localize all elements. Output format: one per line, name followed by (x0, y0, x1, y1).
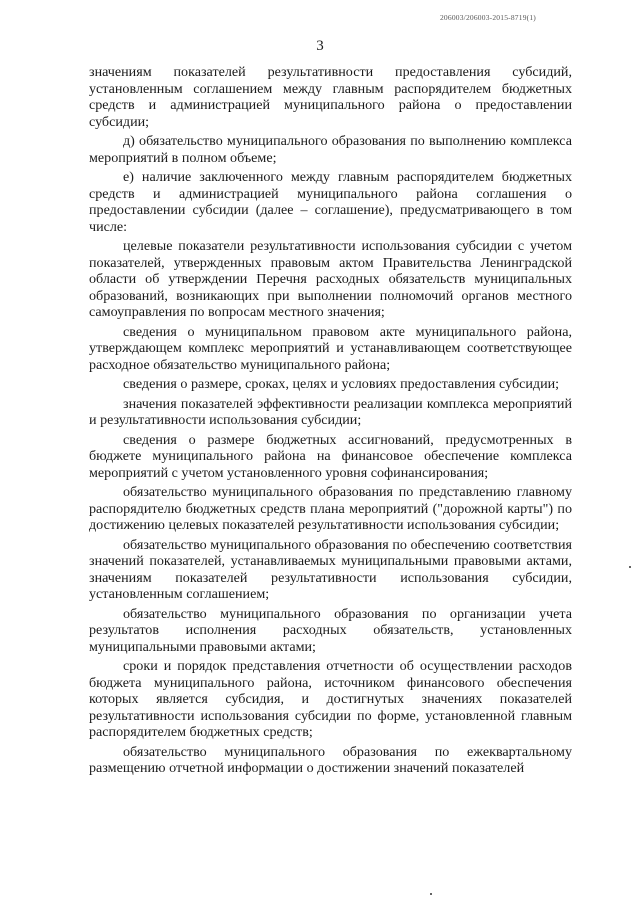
paragraph: сведения о размере бюджетных ассигнований, предусмотренных в бюджете муниципального района на финансовое обеспечение комплекса мероприятий с учетом установленного уровня софинансирования; (89, 431, 572, 481)
document-id: 206003/206003-2015-8719(1) (439, 13, 536, 22)
paragraph: обязательство муниципального образования по организации учета результатов исполнения расходных обязательств, установленных муниципальными правовыми актами; (89, 605, 572, 655)
paragraph: сроки и порядок представления отчетности об осуществлении расходов бюджета муниципального района, источником финансового обеспечения которых является субсидия, и достигнутых значениях показателей результативности использования субсидии по форме, установленной главным распорядителем бюджетных средств; (89, 658, 572, 740)
paragraph: сведения о муниципальном правовом акте муниципального района, утверждающем комплекс мероприятий и устанавливающем соответствующее расходное обязательство муниципального района; (89, 323, 572, 373)
page-number: 3 (316, 38, 324, 54)
paragraph: д) обязательство муниципального образования по выполнению комплекса мероприятий в полном объеме; (89, 133, 572, 166)
paragraph: значениям показателей результативности предоставления субсидий, установленным соглашением между главным распорядителем бюджетных средств и администрацией муниципального района о предоставлении субсидии; (89, 64, 572, 130)
paragraph: обязательство муниципального образования по обеспечению соответствия значений показателей, устанавливаемых муниципальными правовыми актами, значениям показателей результативности использования субсидии, установленным соглашением; (89, 536, 572, 602)
paragraph: е) наличие заключенного между главным распорядителем бюджетных средств и администрацией муниципального района соглашения о предоставлении субсидии (далее – соглашение), предусматривающего в том числе: (89, 169, 572, 235)
document-body (89, 64, 572, 777)
paragraph: обязательство муниципального образования по представлению главному распорядителю бюджетных средств плана мероприятий ("дорожной карты") по достижению целевых показателей результативности использования субсидии; (89, 484, 572, 533)
scan-speck (430, 893, 432, 895)
paragraph: обязательство муниципального образования по ежеквартальному размещению отчетной информации о достижении значений показателей (89, 743, 572, 776)
paragraph: значения показателей эффективности реализации комплекса мероприятий и результативности использования субсидии; (89, 395, 572, 428)
paragraph: целевые показатели результативности использования субсидии с учетом показателей, утвержденных правовым актом Правительства Ленинградской области об утверждении Перечня расходных обязательств муниципальных образований, возникающих при выполнении полномочий органов местного самоуправления по вопросам местного значения; (89, 238, 572, 320)
paragraph: сведения о размере, сроках, целях и условиях предоставления субсидии; (123, 376, 560, 392)
scan-speck (629, 566, 631, 568)
